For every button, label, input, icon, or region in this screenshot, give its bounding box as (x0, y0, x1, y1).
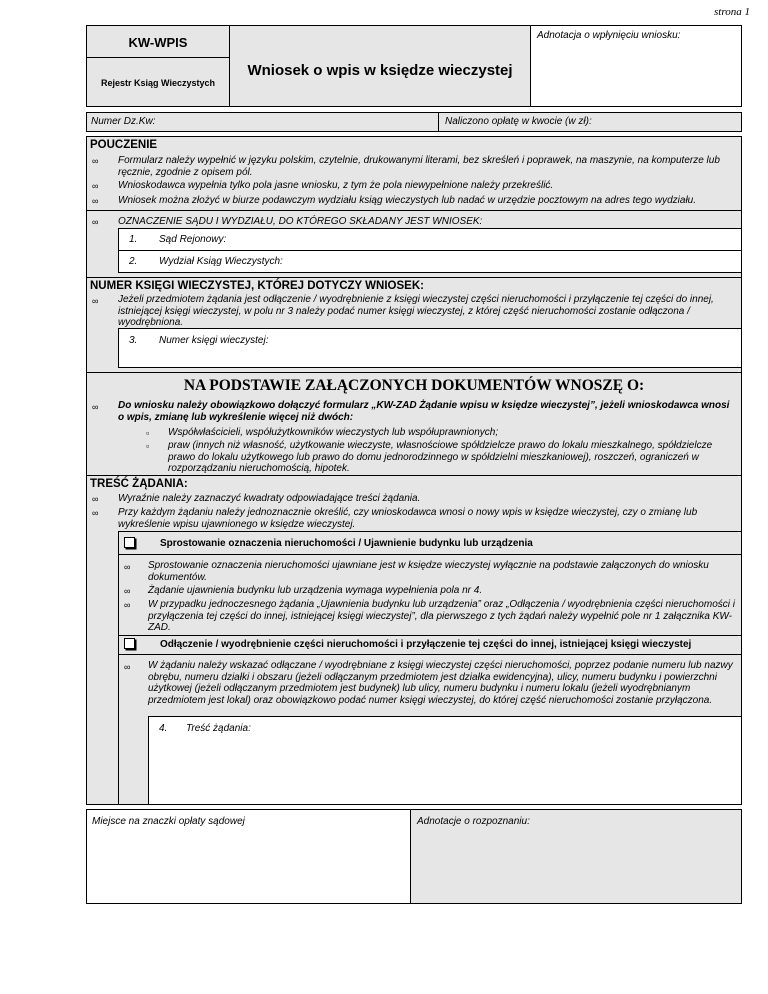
request-content-field[interactable] (148, 716, 742, 805)
kw-number-note: Jeżeli przedmiotem żądania jest odłączenie / wyodrębnienie z księgi wieczystej części nieruchomości i przyłączenie tej części do innej, istniejącej księgi wieczystej, w polu nr 3 należy podać numer księgi wieczystej, z której część nieruchomości zostanie odłączona / wyodrębniona. (118, 294, 714, 328)
bullet-icon: ∞ (124, 586, 131, 596)
header-code-cell (86, 25, 230, 58)
pouczenie-title: POUCZENIE (90, 139, 158, 151)
field-number: 2. (129, 256, 138, 267)
option1-label: Sprostowanie oznaczenia nieruchomości / Ujawnienie budynku lub urządzenia (160, 538, 533, 549)
department-field[interactable] (118, 250, 742, 273)
option2-note: W żądaniu należy wskazać odłączane / wyodrębniane z księgi wieczystej części nieruchomości, poprzez podanie numeru lub nazwy obrębu, numeru działki i obszaru (jeżeli odłączanym przedmiotem jest działka ewidencyjna), ulicy, numeru budynku i powierzchni użytkowej (jeżeli odłączanym przedmiotem jest budynek) lub ulicy, numeru budynku i numeru lokalu (jeżeli wyodrębnianym przedmiotem jest lokal) oraz obowiązkowo podać numer księgi wieczystej, do której część nieruchomości zostanie przyłączona. (148, 660, 733, 706)
court-field[interactable] (118, 228, 742, 251)
square-bullet-icon: ▫ (146, 428, 150, 438)
recognition-label: Adnotacje o rozpoznaniu: (417, 816, 530, 827)
option1-note-1: Sprostowanie oznaczenia nieruchomości ujawniane jest w księdze wieczystej wyłącznie na podstawie załączonych do wniosku dokumentów. (148, 560, 709, 583)
kw-number-label: Numer księgi wieczystej: (159, 335, 269, 346)
bullet-icon: ∞ (92, 196, 99, 206)
documents-title: NA PODSTAWIE ZAŁĄCZONYCH DOKUMENTÓW WNOSZĘ O: (183, 377, 645, 394)
bullet-icon: ∞ (124, 662, 131, 672)
kw-number-field[interactable] (118, 328, 742, 368)
request-note-2: Przy każdym żądaniu należy jednoznacznie określić, czy wnioskodawca wnosi o nowy wpis w księdze wieczystej, czy o zmianę lub wykreślenie wpisu ujawnionego w księdze wieczystej. (118, 507, 698, 530)
stamps-field[interactable] (86, 809, 411, 904)
form-title: Wniosek o wpis w księdze wieczystej (247, 62, 513, 79)
option2-label: Odłączenie / wyodrębnienie części nieruchomości i przyłączenie tej części do innej, istniejącej księgi wieczystej (160, 639, 692, 650)
department-label: Wydział Ksiąg Wieczystych: (159, 256, 283, 267)
square-bullet-icon: ▫ (146, 441, 150, 451)
bullet-icon: ∞ (92, 402, 99, 412)
documents-sub-item-1: Współwłaścicieli, współużytkowników wieczystych lub współuprawnionych; (168, 427, 499, 438)
pouczenie-item-1: Formularz należy wypełnić w języku polskim, czytelnie, drukowanymi literami, bez skreśleń i poprawek, na maszynie, na komputerze lub ręcznie, zgodnie z opisem pól. (118, 155, 720, 178)
page-number: strona 1 (714, 6, 750, 18)
fee-cell (438, 112, 742, 132)
documents-note: Do wniosku należy obowiązkowo dołączyć formularz „KW-ZAD Żądanie wpisu w księdze wieczystej”, jeżeli wnioskodawca wnosi o wpis, zmianę lub wykreślenie więcej niż dwóch: (118, 400, 730, 423)
receipt-annotation-box[interactable] (530, 25, 742, 107)
option1-note-3: W przypadku jednoczesnego żądania „Ujawnienia budynku lub urządzenia” oraz „Odłączenia / wyodrębnienia części nieruchomości i przyłączenia tej części do innej, istniejącej księgi wieczystej”, dla pierwszego z tych żądań należy wypełnić pole nr 1 załącznika KW-ZAD. (148, 599, 735, 633)
bullet-icon: ∞ (92, 156, 99, 166)
bullet-icon: ∞ (124, 562, 131, 572)
register-name: Rejestr Ksiąg Wieczystych (101, 78, 215, 88)
request-note-1: Wyraźnie należy zaznaczyć kwadraty odpowiadające treści żądania. (118, 493, 421, 504)
option2-checkbox[interactable] (124, 638, 135, 649)
bullet-icon: ∞ (92, 494, 99, 504)
bullet-icon: ∞ (92, 217, 99, 227)
option1-note-2: Żądanie ujawnienia budynku lub urządzenia wymaga wypełnienia pola nr 4. (148, 585, 483, 596)
field-number: 1. (129, 234, 138, 245)
kw-number-title: NUMER KSIĘGI WIECZYSTEJ, KTÓREJ DOTYCZY WNIOSEK: (90, 280, 424, 292)
court-label: Sąd Rejonowy: (159, 234, 227, 245)
bullet-icon: ∞ (92, 508, 99, 518)
bullet-icon: ∞ (92, 296, 99, 306)
request-title: TREŚĆ ŻĄDANIA: (90, 478, 188, 490)
bullet-icon: ∞ (92, 181, 99, 191)
header-register-cell (86, 57, 230, 107)
receipt-label: Adnotacja o wpłynięciu wniosku: (537, 30, 681, 41)
option1-checkbox[interactable] (124, 537, 135, 548)
court-heading: OZNACZENIE SĄDU I WYDZIAŁU, DO KTÓREGO SKŁADANY JEST WNIOSEK: (118, 216, 483, 227)
field-number: 4. (159, 723, 168, 734)
stamps-label: Miejsce na znaczki opłaty sądowej (92, 816, 245, 827)
form-code: KW-WPIS (128, 35, 188, 50)
pouczenie-item-2: Wnioskodawca wypełnia tylko pola jasne wniosku, z tym że pola niewypełnione należy przekreślić. (118, 180, 554, 191)
recognition-field (410, 809, 742, 904)
field-number: 3. (129, 335, 138, 346)
request-content-label: Treść żądania: (186, 723, 251, 734)
documents-sub-item-2: praw (innych niż własność, użytkowanie wieczyste, własnościowe spółdzielcze prawo do lokalu mieszkalnego, spółdzielcze prawo do lokalu użytkowego lub prawo do domu jednorodzinnego w spółdzielni mieszkaniowej), roszczeń, ograniczeń w rozporządzaniu nieruchomością, hipotek. (168, 440, 713, 474)
case-number-label: Numer Dz.Kw: (91, 116, 156, 127)
bullet-icon: ∞ (124, 600, 131, 610)
pouczenie-item-3: Wniosek można złożyć w biurze podawczym wydziału ksiąg wieczystych lub nadać w urzędzie pocztowym na adres tego wydziału. (118, 195, 697, 206)
case-number-cell (86, 112, 439, 132)
header-title-cell (229, 25, 531, 107)
fee-label: Naliczono opłatę w kwocie (w zł): (445, 116, 592, 127)
